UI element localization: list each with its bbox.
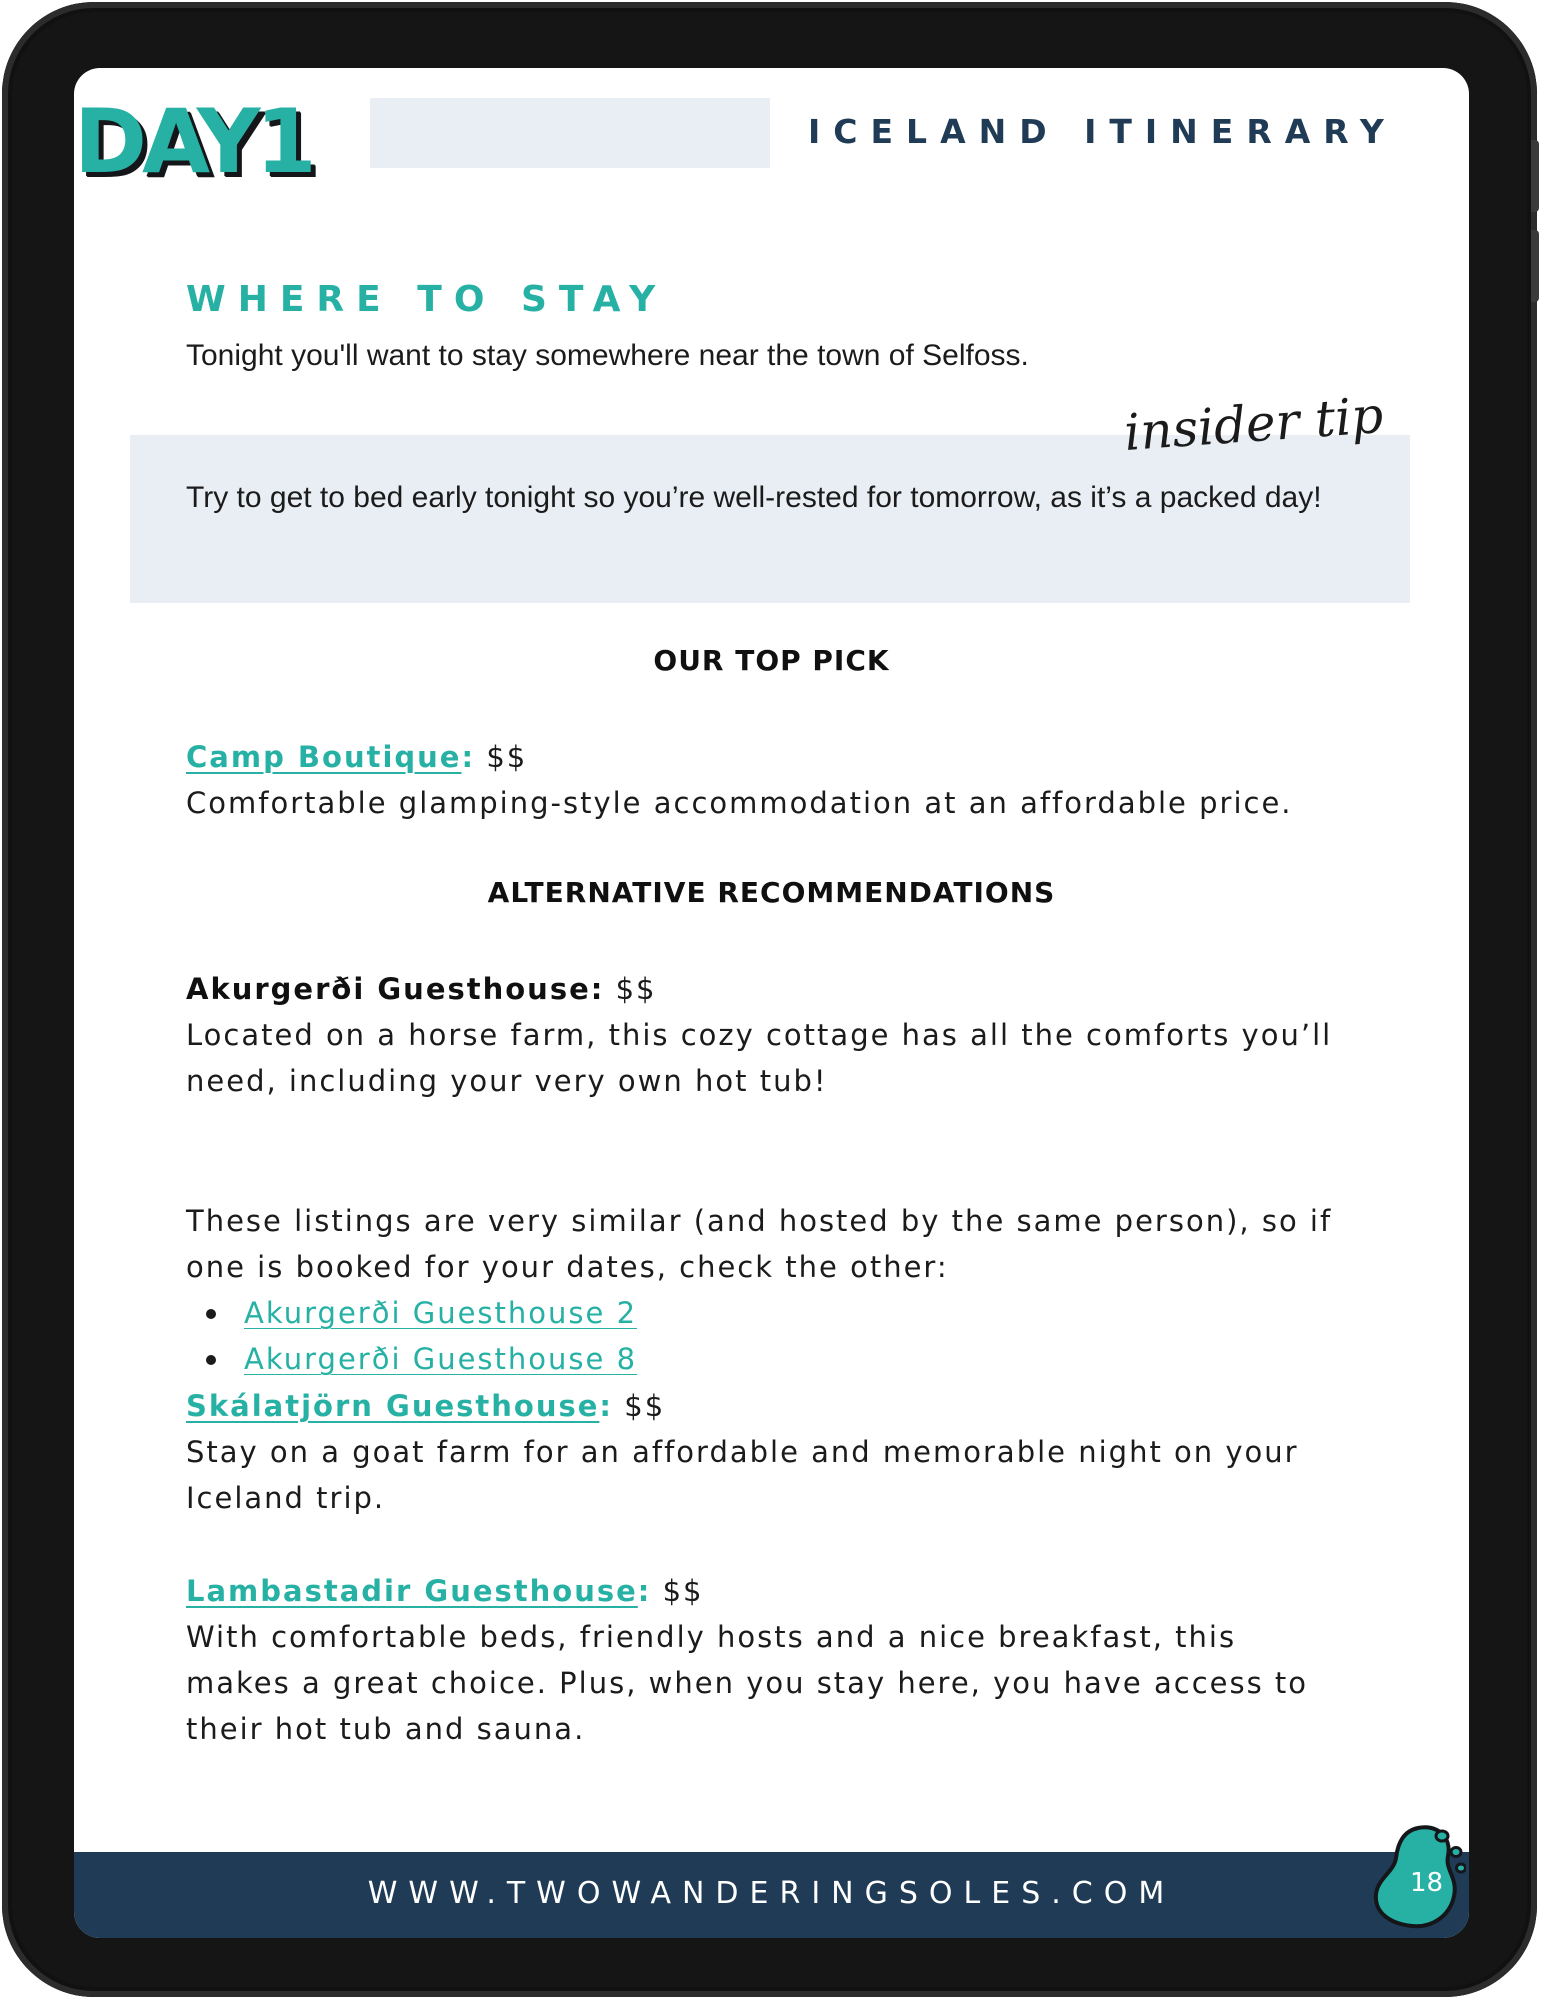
similar-listings-list — [186, 1290, 1386, 1382]
description-line: Located on a horse farm, this cozy cottage has all the comforts you’ll — [186, 1018, 1333, 1052]
price-label: $$ — [624, 1389, 666, 1423]
akurgerdi-name: Akurgerði Guesthouse — [186, 972, 591, 1006]
price-label: $$ — [662, 1574, 704, 1608]
description-line: makes a great choice. Plus, when you stay here, you have access to — [186, 1666, 1309, 1700]
description-line: need, including your very own hot tub! — [186, 1064, 828, 1098]
itinerary-title: ICELAND ITINERARY — [808, 112, 1397, 151]
top-pick-entry — [186, 734, 1386, 826]
similar-listings-entry — [186, 1198, 1386, 1382]
list-item — [206, 1290, 1386, 1336]
section-intro: Tonight you'll want to stay somewhere near the town of Selfoss. — [186, 339, 1029, 372]
name-colon: : — [590, 972, 605, 1006]
list-item — [206, 1336, 1386, 1382]
insider-tip-text: Try to get to bed early tonight so you’re well-rested for tomorrow, as it’s a packed day! — [186, 481, 1322, 514]
akurgerdi-guesthouse-8-link[interactable]: Akurgerði Guesthouse 8 — [244, 1342, 638, 1376]
akurgerdi-entry — [186, 966, 1386, 1104]
alternatives-heading: ALTERNATIVE RECOMMENDATIONS — [487, 876, 1056, 909]
skalatjorn-entry — [186, 1383, 1386, 1521]
camp-boutique-link[interactable]: Camp Boutique — [186, 740, 462, 774]
volume-down-button — [1531, 230, 1539, 302]
description-line: With comfortable beds, friendly hosts and a nice breakfast, this — [186, 1620, 1237, 1654]
price-label: $$ — [615, 972, 657, 1006]
day-label: DAY1 — [74, 90, 312, 193]
tablet-screen — [74, 68, 1469, 1938]
name-colon: : — [599, 1389, 614, 1423]
lambastadir-entry — [186, 1568, 1386, 1752]
name-colon: : — [637, 1574, 652, 1608]
skalatjorn-guesthouse-link[interactable]: Skálatjörn Guesthouse — [186, 1389, 600, 1423]
header-bar — [370, 98, 770, 168]
name-colon: : — [461, 740, 476, 774]
insider-tip-box — [130, 435, 1410, 603]
footer-bar — [74, 1852, 1469, 1938]
page-number: 18 — [1410, 1868, 1444, 1898]
volume-up-button — [1531, 140, 1539, 212]
top-pick-description: Comfortable glamping-style accommodation at an affordable price. — [186, 786, 1293, 820]
description-line: their hot tub and sauna. — [186, 1712, 586, 1746]
footer-website-url: WWW.TWOWANDERINGSOLES.COM — [367, 1876, 1176, 1911]
insider-tip-label: insider tip — [1122, 386, 1386, 462]
price-label: $$ — [486, 740, 528, 774]
similar-text-line: These listings are very similar (and hosted by the same person), so if — [186, 1204, 1333, 1238]
akurgerdi-guesthouse-2-link[interactable]: Akurgerði Guesthouse 2 — [244, 1296, 638, 1330]
similar-text-line: one is booked for your dates, check the other: — [186, 1250, 949, 1284]
lambastadir-guesthouse-link[interactable]: Lambastadir Guesthouse — [186, 1574, 638, 1608]
section-title: WHERE TO STAY — [186, 279, 668, 320]
top-pick-heading: OUR TOP PICK — [653, 644, 890, 677]
description-line: Stay on a goat farm for an affordable and memorable night on your — [186, 1435, 1299, 1469]
description-line: Iceland trip. — [186, 1481, 386, 1515]
